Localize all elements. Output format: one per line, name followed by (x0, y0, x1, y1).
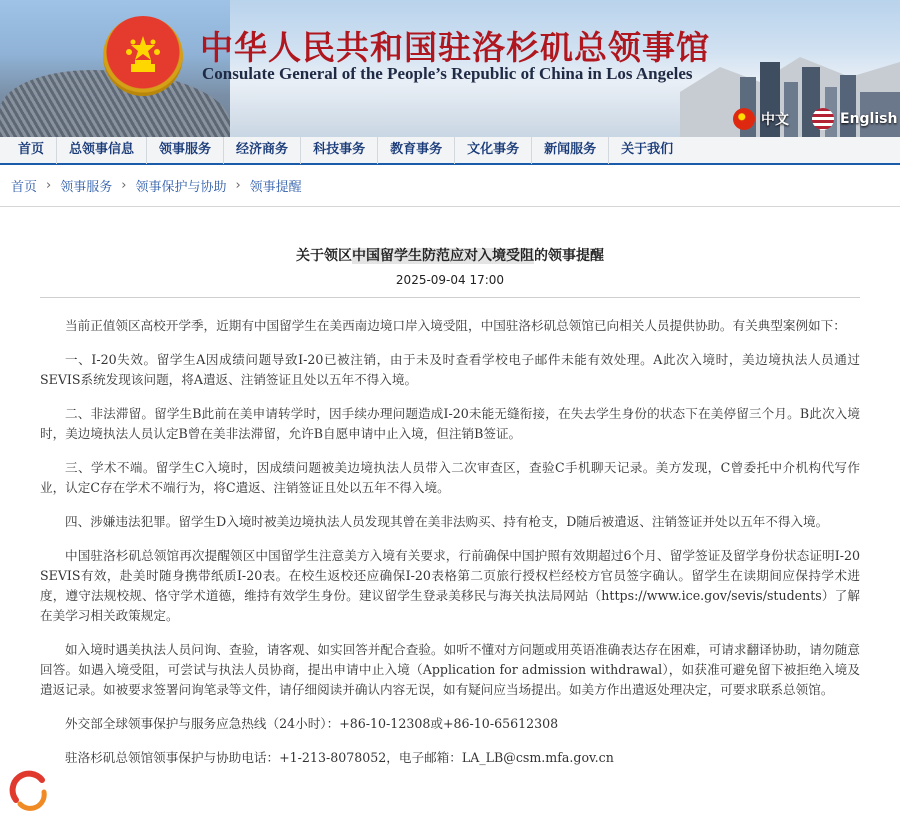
article-title: 关于领区中国留学生防范应对入境受阻的领事提醒 (296, 248, 604, 264)
article-title-highlight: 中国留学生防范应对入境受阻 (352, 248, 534, 264)
nav-science-tech[interactable]: 科技事务 (301, 136, 378, 164)
nav-economic-commerce[interactable]: 经济商务 (224, 136, 301, 164)
breadcrumb-home[interactable]: 首页 (11, 180, 38, 195)
article-paragraph: 驻洛杉矶总领馆领事保护与协助电话：+1-213-8078052，电子邮箱：LA_LB@csm.mfa.gov.cn (65, 750, 614, 765)
lang-switch-zh[interactable]: 中文 (733, 108, 789, 130)
site-title-cn: 中华人民共和国驻洛杉矶总领事馆 (200, 28, 710, 67)
article-paragraph: 一、I-20失效。留学生A因成绩问题导致I-20已被注销，由于未及时查看学校电子邮件未能有效处理。A此次入境时，美边境执法人员通过SEVIS系统发现该问题，将A遣返、注销签证且处以五年不得入境。 (40, 352, 860, 387)
nav-about-us[interactable]: 关于我们 (621, 142, 674, 157)
article-paragraph: 四、涉嫌违法犯罪。留学生D入境时被美边境执法人员发现其曾在美非法购买、持有枪支，D随后被遣返、注销签证并处以五年不得入境。 (65, 514, 829, 529)
article-paragraph: 三、学术不端。留学生C入境时，因成绩问题被美边境执法人员带入二次审查区，查验C手机聊天记录。美方发现，C曾委托中介机构代写作业，认定C存在学术不端行为，将C遣返、注销签证且处以五年不得入境。 (40, 460, 860, 495)
article-paragraph: 二、非法滞留。留学生B此前在美申请转学时，因手续办理问题造成I-20未能无缝衔接，在失去学生身份的状态下在美停留三个月。B此次入境时，美边境执法人员认定B曾在美非法滞留，允许B自愿申请中止入境，但注销B签证。 (40, 406, 860, 441)
national-emblem-icon (103, 16, 183, 96)
nav-consular-services[interactable]: 领事服务 (147, 136, 224, 164)
floating-logo-icon[interactable] (8, 770, 50, 812)
us-flag-icon (812, 108, 834, 130)
breadcrumb (0, 165, 900, 207)
nav-culture[interactable]: 文化事务 (455, 136, 532, 164)
article-date: 2025-09-04 17:00 (395, 273, 505, 287)
header-banner (0, 0, 900, 137)
article (0, 245, 900, 768)
article-paragraph: 当前正值领区高校开学季，近期有中国留学生在美西南边境口岸入境受阻，中国驻洛杉矶总领馆已向相关人员提供协助。有关典型案例如下： (65, 318, 846, 333)
breadcrumb-separator: › (46, 178, 52, 193)
breadcrumb-consular-reminder[interactable]: 领事提醒 (249, 180, 302, 195)
breadcrumb-separator: › (121, 178, 127, 193)
article-body (40, 298, 860, 768)
breadcrumb-consular-services[interactable]: 领事服务 (60, 180, 113, 195)
china-flag-icon (733, 108, 755, 130)
nav-education[interactable]: 教育事务 (378, 136, 455, 164)
article-paragraph: 中国驻洛杉矶总领馆再次提醒领区中国留学生注意美方入境有关要求，行前确保中国护照有效期超过6个月、留学签证及留学身份状态证明I-20 SEVIS有效，赴美时随身携带纸质I-20表。在校生返校还应确保I-20表格第二页旅行授权栏经校方官员签字确认。留学生在读期间应保持学术进度，遵守法规校规、恪守学术道德，维持有效学生身份。建议留学生登录美移民与海关执法局网站（https://www.ice.gov/sevis/students）了解在美学习相关政策规定。 (40, 548, 860, 623)
nav-home[interactable]: 首页 (6, 136, 57, 164)
breadcrumb-separator: › (235, 178, 241, 193)
site-title-en: Consulate General of the People’s Republic of China in Los Angeles (202, 64, 693, 83)
article-paragraph: 如入境时遇美执法人员问询、查验，请客观、如实回答并配合查验。如听不懂对方问题或用英语准确表达存在困难，可请求翻译协助，请勿随意回答。如遇入境受阻，可尝试与执法人员协商，提出申请中止入境（Application for admission withdrawal），如获准可避免留下被拒绝入境及遣返记录。如被要求签署问询笔录等文件，请仔细阅读并确认内容无误，如有疑问应当场提出。如美方作出遣返处理决定，可要求联系总领馆。 (40, 642, 860, 697)
lang-switch-en[interactable]: English (812, 108, 897, 130)
nav-news[interactable]: 新闻服务 (532, 136, 609, 164)
main-nav (0, 137, 900, 165)
breadcrumb-protection-assistance[interactable]: 领事保护与协助 (135, 180, 227, 195)
article-paragraph: 外交部全球领事保护与服务应急热线（24小时）：+86-10-12308或+86-10-65612308 (65, 716, 559, 731)
nav-consul-general-info[interactable]: 总领事信息 (57, 136, 147, 164)
